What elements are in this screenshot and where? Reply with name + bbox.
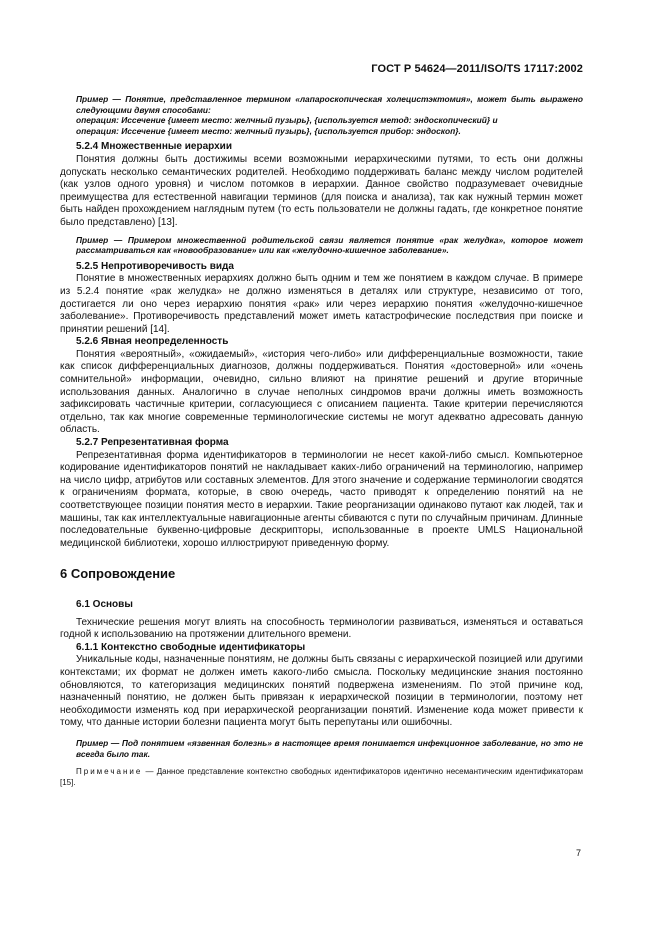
paragraph-6-1: Технические решения могут влиять на способность терминологии развиваться, изменяться и оставаться годной к использованию на протяжении длительного времени. (60, 616, 583, 641)
heading-5-2-5: 5.2.5 Непротиворечивость вида (76, 260, 234, 272)
heading-6: 6 Сопровождение (60, 566, 176, 582)
document-header: ГОСТ Р 54624—2011/ISO/TS 17117:2002 (371, 63, 583, 75)
example-laparoscopic: Пример — Понятие, представленное термином «лапароскопическая холецистэктомия», может быть выражено следующими двумя способами: (76, 94, 583, 115)
heading-6-1: 6.1 Основы (76, 598, 133, 610)
example-6-1-1: Пример — Под понятием «язвенная болезнь» в настоящее время понимается инфекционное заболевание, но это не всегда было так. (76, 737, 583, 759)
note-label: Примечание (76, 767, 143, 777)
example-line-1: операция: Иссечение {имеет место: желчный пузырь}, {используется метод: эндоскопический} и (76, 115, 498, 126)
page-number: 7 (575, 848, 581, 858)
page-content (60, 94, 583, 788)
heading-6-1-1: 6.1.1 Контекстно свободные идентификаторы (76, 641, 306, 653)
note-6-1-1 (60, 767, 583, 788)
heading-5-2-4: 5.2.4 Множественные иерархии (76, 141, 232, 153)
example-line-2: операция: Иссечение {имеет место: желчный пузырь}, {используется прибор: эндоскоп}. (76, 125, 461, 136)
paragraph-5-2-4: Понятия должны быть достижимы всеми возможными иерархическими путями, то есть они должны допускать несколько семантических родителей. Необходимо поддерживать баланс между числом родителей (как узлов одного уровня) и числом потомков в иерархии. Данное свойство подразумевает очевидные преимущества для естественной навигации терминов (для поиска и анализа), так как нужный термин может быть найден прохождением наглядным путем (то есть пользователи не должны гадать, где конкретное понятие было представлено) [13]. (60, 153, 583, 228)
paragraph-5-2-6: Понятия «вероятный», «ожидаемый», «история чего-либо» или дифференциальные возможности, такие как список дифференциальных диагнозов, должны поддерживаться. Понятия «достоверной» или «очень сомнительной» информации, очевидно, сильно влияют на принятие решений и другие вторичные использования данных. Аналогично в случае неполных синдромов врачи должны иметь возможность зафиксировать частичные критерии, согласующиеся с описанием пациента. Такие критерии перечисляются отдельно, так как многие современные терминологические системы не могут адекватно адресовать данную область. (60, 348, 583, 436)
heading-5-2-6: 5.2.6 Явная неопределенность (76, 336, 229, 348)
note-text: — Данное представление контекстно свободных идентификаторов идентично несемантическим идентификаторам [15]. (60, 767, 583, 787)
paragraph-5-2-5: Понятие в множественных иерархиях должно быть одним и тем же понятием в каждом случае. В примере из 5.2.4 понятие «рак желудка» не должно изменяться в деталях или структуре, независимо от того, достигается ли оно через иерархию понятия «рак» или через иерархию понятия «желудочно-кишечное заболевание». Противоречивость представлений может иметь катастрофические последствия при поиске и принятии решений [14]. (60, 273, 583, 335)
example-5-2-4: Пример — Примером множественной родительской связи является понятие «рак желудка», которое может рассматриваться как «новообразование» или как «желудочно-кишечное заболевание». (76, 234, 583, 256)
paragraph-5-2-7: Репрезентативная форма идентификаторов в терминологии не несет какой-либо смысл. Компьютерное кодирование идентификаторов понятий не накладывает каких-либо ограничений на терминологию, например на число цифр, атрибутов или составных элементов. Для этого значение и содержание терминологии сводятся к ограничениям формата, которые, в свою очередь, часто приводят к определению понятий на не соответствующее позиции понятия место в иерархии. Такие реорганизации одинаково путают как людей, так и машины, так как интеллектуальные навигационные агенты сбиваются с пути по случайным причинам. Длинные последовательные буквенно-цифровые дескрипторы, использованные в проекте UMLS Национальной медицинской библиотеки, хорошо иллюстрируют приведенную форму. (60, 449, 583, 549)
paragraph-6-1-1: Уникальные коды, назначенные понятиям, не должны быть связаны с иерархической позицией или другими контекстами; их формат не должен иметь какого-либо смысла. Поскольку медицинские знания постоянно обновляются, то категоризация медицинских понятий подвержена изменениям. По этой причине код, назначенный понятию, не должен быть привязан к иерархической позиции в терминологии, поэтому нет необходимости изменять код при иерархической реорганизации понятий. Изменение кода может привести к тому, что данные истории болезни пациента могут быть перепутаны или ошибочны. (60, 654, 583, 729)
heading-5-2-7: 5.2.7 Репрезентативная форма (76, 437, 229, 449)
